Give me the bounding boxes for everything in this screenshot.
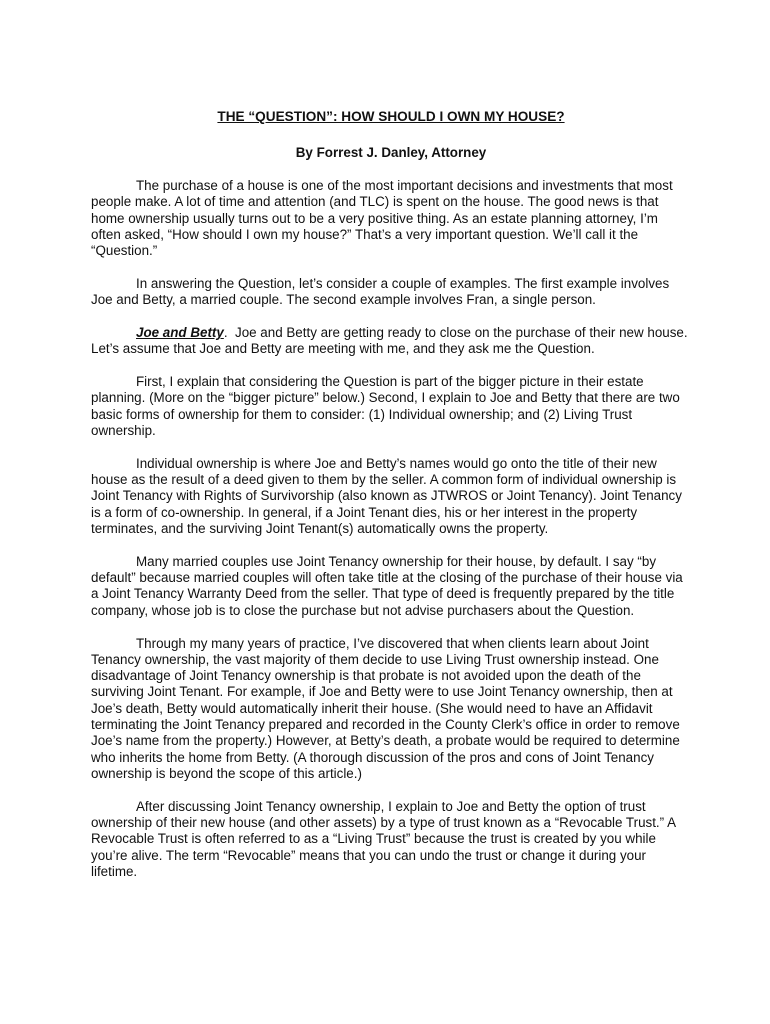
paragraph-joe-and-betty [91, 325, 691, 358]
paragraph-bigger-picture: First, I explain that considering the Question is part of the bigger picture in their estate planning. (More on the “bigger picture” below.) Second, I explain to Joe and Betty that there are two basic forms of ownership for them to consider: (1) Individual ownership; and (2) Living Trust ownership. [91, 374, 680, 439]
paragraph-joint-tenancy-default: Many married couples use Joint Tenancy ownership for their house, by default. I say “by default” because married couples will often take title at the closing of the purchase of their house via a Joint Tenancy Warranty Deed from the seller. That type of deed is frequently prepared by the title company, whose job is to close the purchase but not advise purchasers about the Question. [91, 553, 683, 618]
paragraph-intro: The purchase of a house is one of the most important decisions and investments that most people make. A lot of time and attention (and TLC) is spent on the house. The good news is that home ownership usually turns out to be a very positive thing. As an estate planning attorney, I’m often asked, “How should I own my house?” That’s a very important question. We’ll call it the “Question.” [91, 178, 673, 259]
paragraph-individual-ownership: Individual ownership is where Joe and Betty’s names would go onto the title of their new house as the result of a deed given to them by the seller. A common form of individual ownership is Joint Tenancy with Rights of Survivorship (also known as JTWROS or Joint Tenancy). Joint Tenancy is a form of co-ownership. In general, if a Joint Tenant dies, his or her interest in the property terminates, and the surviving Joint Tenant(s) automatically owns the property. [91, 455, 682, 537]
paragraph-revocable-trust: After discussing Joint Tenancy ownership, I explain to Joe and Betty the option of trust ownership of their new house (and other assets) by a type of trust known as a “Revocable Trust.” A Revocable Trust is often referred to as a “Living Trust” because the trust is created by you while you’re alive. The term “Revocable” means that you can undo the trust or change it during your lifetime. [91, 798, 676, 879]
run-in-punctuation: . [223, 325, 228, 341]
paragraph-examples: In answering the Question, let’s consider a couple of examples. The first example involves Joe and Betty, a married couple. The second example involves Fran, a single person. [91, 275, 670, 308]
paragraph-joe-and-betty-text: Joe and Betty are getting ready to close on the purchase of their new house. Let’s assume that Joe and Betty are meeting with me, and they ask me the Question. [91, 325, 688, 357]
author-byline: By Forrest J. Danley, Attorney [295, 145, 487, 160]
run-in-heading: Joe and Betty [136, 325, 224, 341]
document-body [91, 108, 691, 880]
paragraph-practice-experience: Through my many years of practice, I’ve discovered that when clients learn about Joint Tenancy ownership, the vast majority of them decide to use Living Trust ownership instead. One disadvantage of Joint Tenancy ownership is that probate is not avoided upon the death of the surviving Joint Tenant. For example, if Joe and Betty were to use Joint Tenancy ownership, then at Joe’s death, Betty would automatically inherit their house. (She would need to have an Affidavit terminating the Joint Tenancy prepared and recorded in the County Clerk’s office in order to remove Joe’s name from the property.) However, at Betty’s death, a probate would be required to determine who inherits the home from Betty. (A thorough discussion of the pros and cons of Joint Tenancy ownership is beyond the scope of this article.) [91, 635, 680, 781]
article-title: THE “QUESTION”: HOW SHOULD I OWN MY HOUSE? [217, 109, 565, 124]
